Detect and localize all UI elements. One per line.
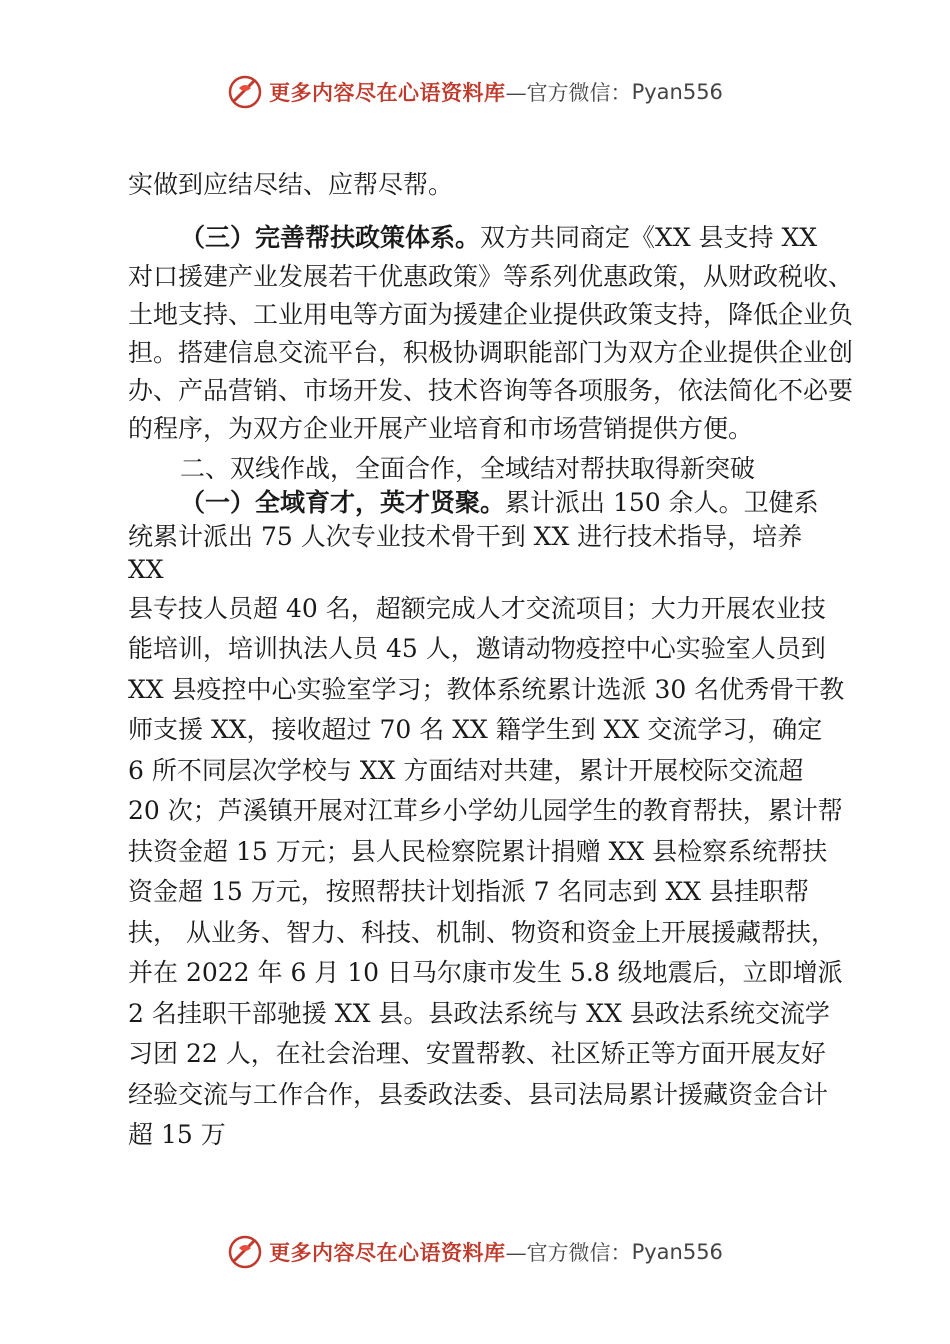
text-line: 20 次；芦溪镇开展对江茸乡小学幼儿园学生的教育帮扶，累计帮 [128, 796, 843, 825]
section-heading-line [180, 486, 819, 520]
watermark-banner-top [0, 72, 950, 112]
text-line: 扶资金超 15 万元；县人民检察院累计捐赠 XX 县检察系统帮扶 [128, 837, 828, 866]
text-line: 办、产品营销、市场开发、技术咨询等各项服务，依法简化不必要 [128, 376, 854, 405]
text-line: 超 15 万 [128, 1120, 226, 1149]
section-heading: （一）全域育才，英才贤聚。 [180, 488, 506, 517]
text-line: 经验交流与工作合作，县委政法委、县司法局累计援藏资金合计 [128, 1080, 829, 1109]
section-heading-line [180, 221, 817, 255]
chapter-heading: 二、双线作战，全面合作，全域结对帮扶取得新突破 [180, 454, 756, 483]
watermark-official: —官方微信： [505, 1241, 632, 1265]
text-line: 6 所不同层次学校与 XX 方面结对共建，累计开展校际交流超 [128, 756, 804, 785]
text-line: 实做到应结尽结、应帮尽帮。 [128, 170, 454, 199]
text-line: 双方共同商定《XX 县支持 XX [480, 223, 818, 252]
watermark-brand: 更多内容尽在心语资料库 [269, 1240, 506, 1265]
text-line: 师支援 XX，接收超过 70 名 XX 籍学生到 XX 交流学习，确定 [128, 715, 823, 744]
text-line: 的程序，为双方企业开展产业培育和市场营销提供方便。 [128, 414, 754, 443]
text-line: 2 名挂职干部驰援 XX 县。县政法系统与 XX 县政法系统交流学 [128, 999, 830, 1028]
text-line: 统累计派出 75 人次专业技术骨干到 XX 进行技术指导，培养 [128, 522, 803, 551]
brand-logo-icon [227, 1234, 263, 1270]
watermark-official: —官方微信： [505, 81, 632, 105]
watermark-wechat: Pyan556 [631, 1240, 723, 1264]
text-line: 累计派出 150 余人。卫健系 [505, 488, 819, 517]
text-line: 担。搭建信息交流平台，积极协调职能部门为双方企业提供企业创 [128, 338, 854, 367]
text-line: 并在 2022 年 6 月 10 日马尔康市发生 5.8 级地震后，立即增派 [128, 958, 843, 987]
section-heading: （三）完善帮扶政策体系。 [180, 223, 481, 252]
watermark-wechat: Pyan556 [631, 80, 723, 104]
text-line: XX [128, 555, 164, 584]
text-line: 资金超 15 万元，按照帮扶计划指派 7 名同志到 XX 县挂职帮 [128, 877, 809, 906]
text-line: 对口援建产业发展若干优惠政策》等系列优惠政策，从财政税收、 [128, 262, 854, 291]
brand-logo-icon [227, 74, 263, 110]
text-line: 县专技人员超 40 名，超额完成人才交流项目；大力开展农业技 [128, 594, 826, 623]
text-line: XX 县疫控中心实验室学习；教体系统累计选派 30 名优秀骨干教 [128, 675, 845, 704]
text-line: 土地支持、工业用电等方面为援建企业提供政策支持，降低企业负 [128, 300, 854, 329]
watermark-banner-bottom [0, 1232, 950, 1272]
text-line: 习团 22 人，在社会治理、安置帮教、社区矫正等方面开展友好 [128, 1039, 826, 1068]
text-line: 扶， 从业务、智力、科技、机制、物资和资金上开展援藏帮扶， [128, 918, 836, 947]
watermark-brand: 更多内容尽在心语资料库 [269, 80, 506, 105]
text-line: 能培训，培训执法人员 45 人，邀请动物疫控中心实验室人员到 [128, 634, 826, 663]
